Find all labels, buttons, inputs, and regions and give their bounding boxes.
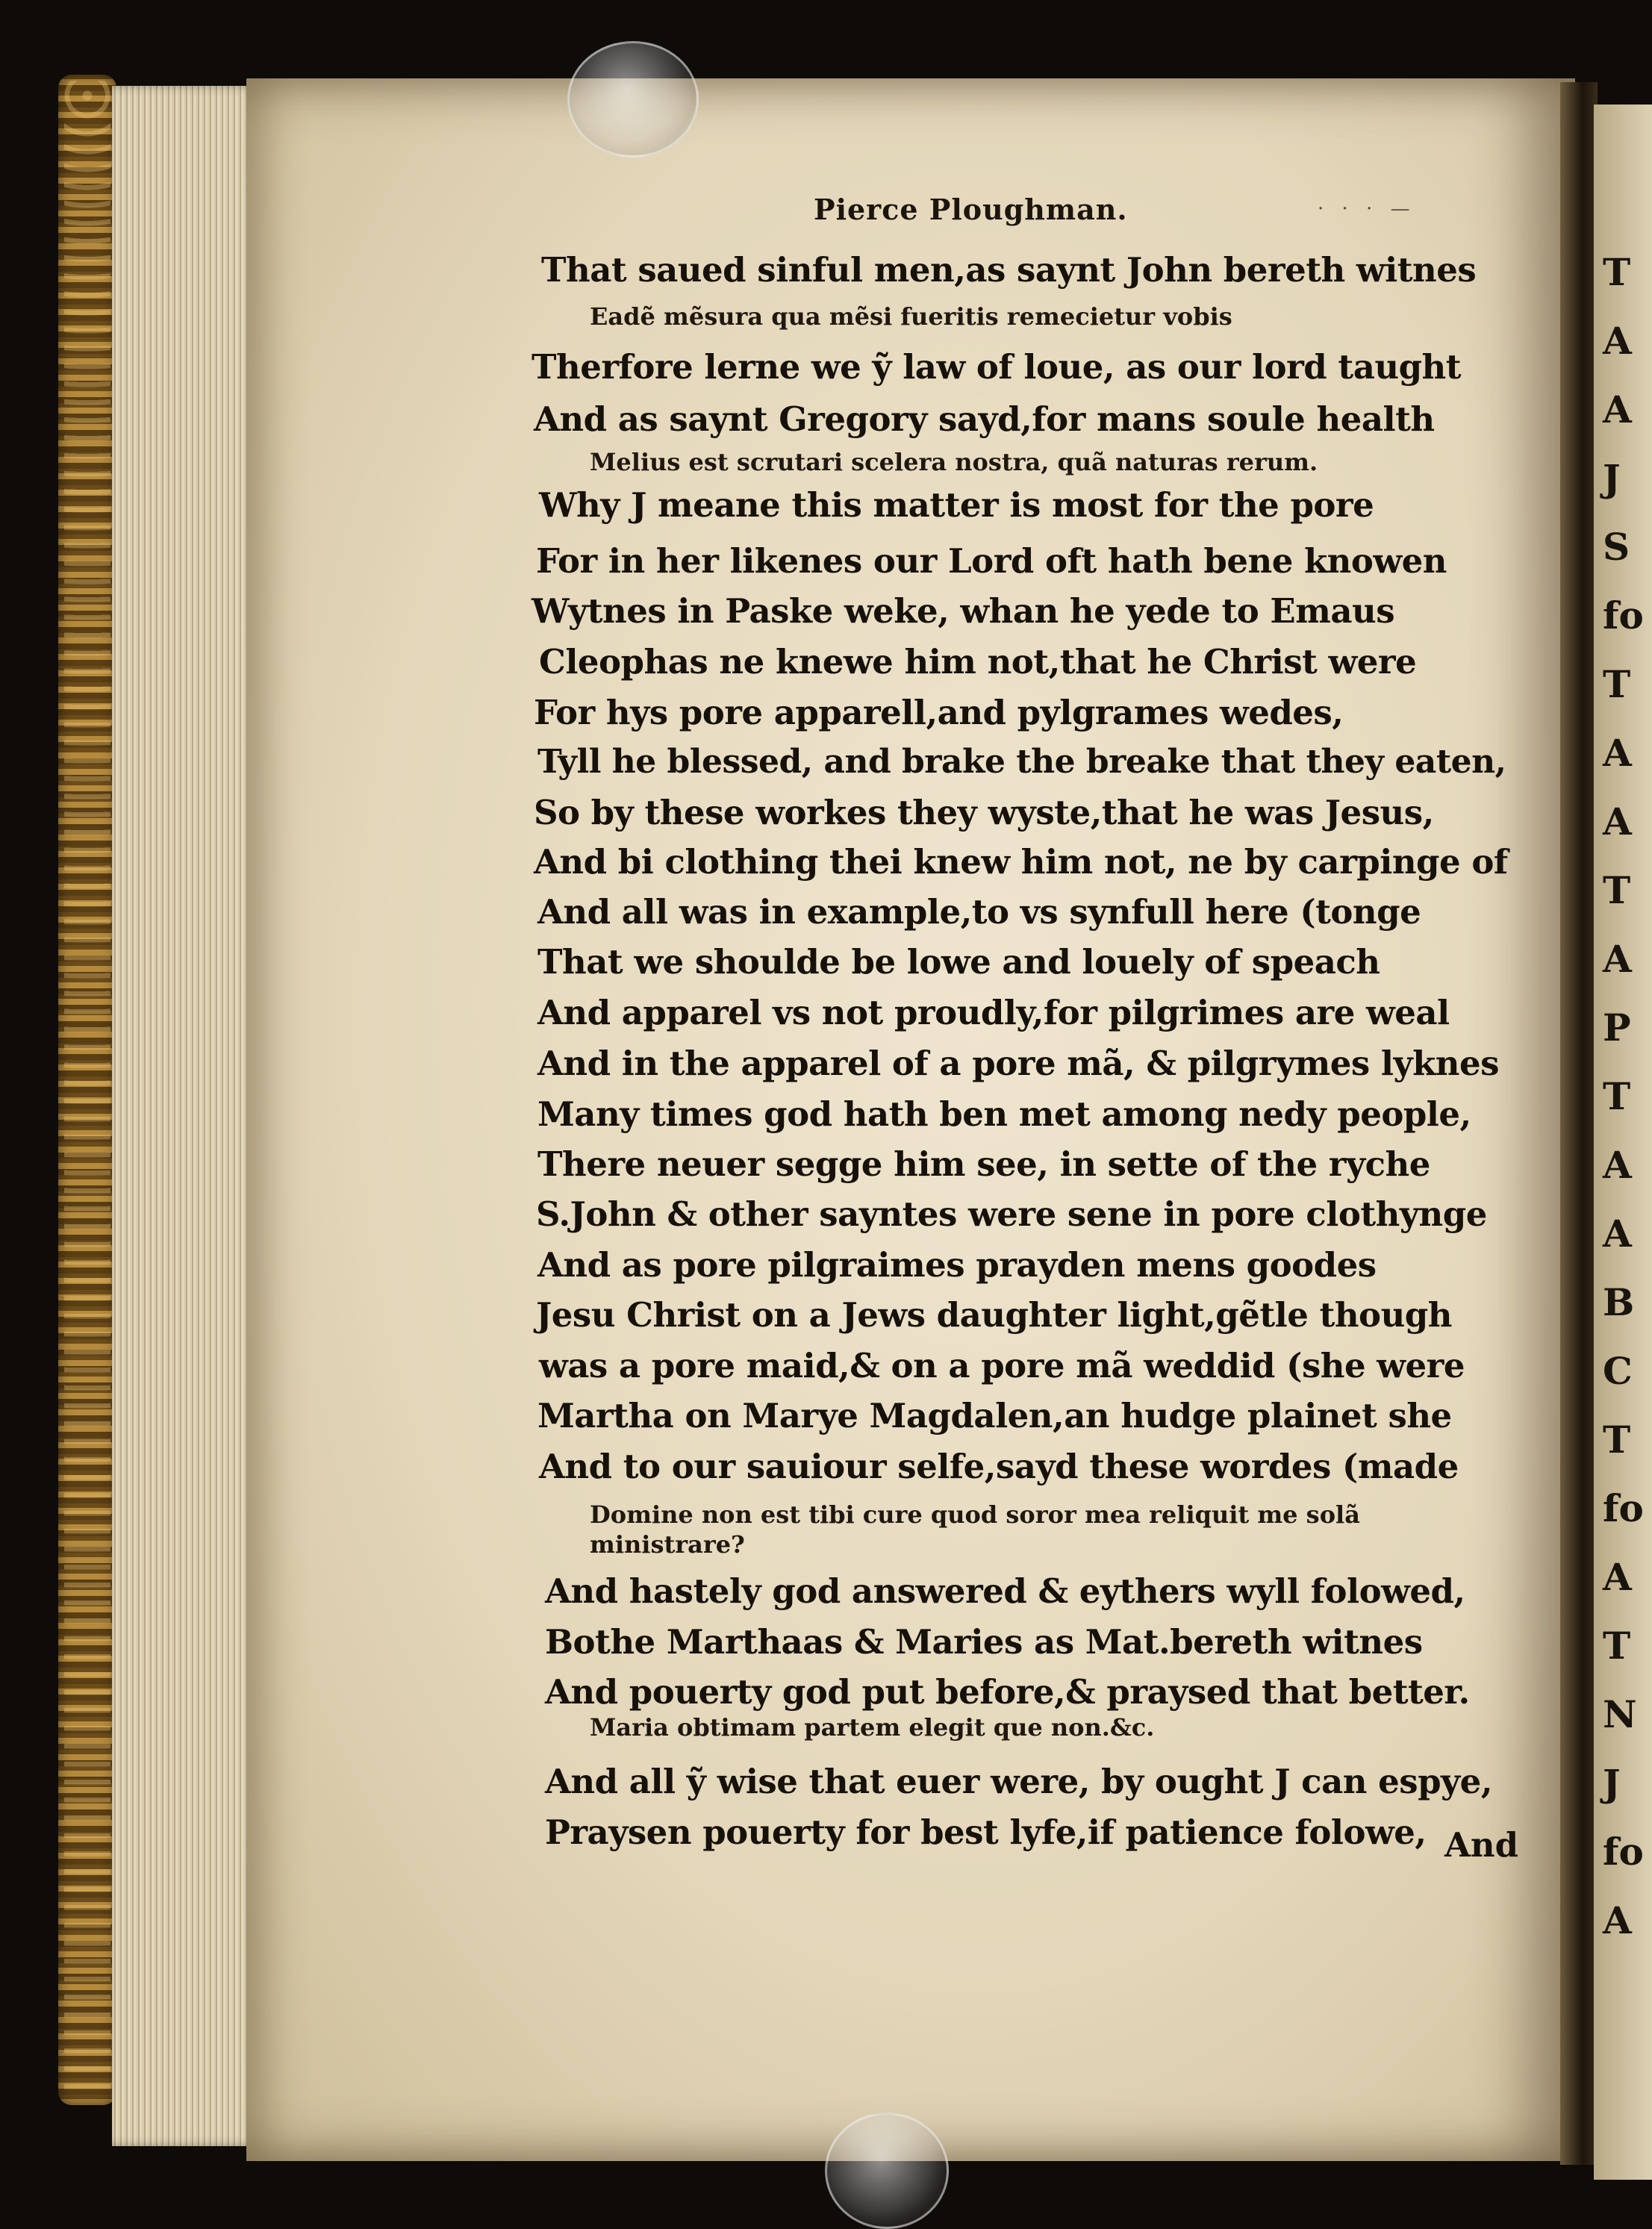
next-page-fragment: A xyxy=(1603,1555,1632,1599)
verse-line: That saued sinful men,as saynt John bereth witnes xyxy=(541,250,1477,290)
latin-quotation-line: Domine non est tibi cure quod soror mea reliquit me solã xyxy=(590,1500,1360,1529)
page-edges xyxy=(112,86,261,2146)
verse-line: Martha on Marye Magdalen,an hudge plainet she xyxy=(537,1396,1452,1435)
next-page-fragment: T xyxy=(1603,250,1631,294)
next-page-fragment: T xyxy=(1603,1624,1631,1668)
next-page-fragment: T xyxy=(1603,662,1631,706)
verse-line: Many times god hath ben met among nedy people, xyxy=(537,1094,1471,1134)
verse-line: Therfore lerne we ỹ law of loue, as our lord taught xyxy=(532,347,1462,387)
next-page-fragment: A xyxy=(1603,1143,1632,1187)
verse-line: Praysen pouerty for best lyfe,if patience folowe, xyxy=(545,1812,1427,1852)
latin-quotation-line: Eadẽ mẽsura qua mẽsi fueritis remecietur vobis xyxy=(590,302,1232,331)
glass-weight-top xyxy=(567,41,699,158)
verse-line: Cleophas ne knewe him not,that he Christ were xyxy=(539,642,1417,682)
verse-line: And as pore pilgraimes prayden mens goodes xyxy=(537,1245,1377,1285)
verse-line: So by these workes they wyste,that he was Jesus, xyxy=(534,793,1434,832)
next-page-sliver xyxy=(1594,105,1652,2180)
latin-quotation-line: Maria obtimam partem elegit que non.&c. xyxy=(590,1713,1155,1742)
latin-quotation-line: Melius est scrutari scelera nostra, quã naturas rerum. xyxy=(590,448,1318,476)
verse-line: And in the apparel of a pore mã, & pilgrymes lyknes xyxy=(537,1044,1499,1083)
next-page-fragment: A xyxy=(1603,319,1632,363)
verse-line: Tyll he blessed, and brake the breake that they eaten, xyxy=(537,743,1506,781)
next-page-fragment: T xyxy=(1603,1074,1631,1118)
verse-line: There neuer segge him see, in sette of the ryche xyxy=(537,1144,1430,1184)
verse-line: And pouerty god put before,& praysed that better. xyxy=(545,1672,1470,1712)
verse-line: S.John & other sayntes were sene in pore clothynge xyxy=(536,1194,1487,1234)
verse-line: And apparel vs not proudly,for pilgrimes are weal xyxy=(537,993,1450,1032)
catchword: And xyxy=(1444,1825,1519,1865)
next-page-fragment: T xyxy=(1603,1418,1631,1462)
verse-line: And to our sauiour selfe,sayd these wordes (made xyxy=(539,1447,1459,1486)
verse-line: For hys pore apparell,and pylgrames wedes, xyxy=(534,693,1344,732)
verse-line: And hastely god answered & eythers wyll folowed, xyxy=(545,1571,1465,1611)
header-rule xyxy=(1318,198,1504,208)
next-page-fragment: J xyxy=(1603,1761,1621,1805)
verse-line: And bi clothing thei knew him not, ne by carpinge of xyxy=(534,842,1508,882)
next-page-fragment: C xyxy=(1603,1349,1633,1393)
next-page-fragment: fo xyxy=(1603,1486,1644,1530)
next-page-fragment: A xyxy=(1603,937,1632,981)
verse-line: was a pore maid,& on a pore mã weddid (she were xyxy=(539,1346,1465,1385)
verse-line: And all was in example,to vs synfull here (tonge xyxy=(537,892,1421,932)
verse-line: Bothe Marthaas & Maries as Mat.bereth witnes xyxy=(545,1622,1423,1662)
verse-line: That we shoulde be lowe and louely of speach xyxy=(537,942,1380,982)
next-page-fragment: A xyxy=(1603,731,1632,775)
next-page-fragment: fo xyxy=(1603,1830,1644,1874)
next-page-fragment: fo xyxy=(1603,593,1644,637)
verse-line: Jesu Christ on a Jews daughter light,gẽtle though xyxy=(536,1295,1452,1335)
verse-line: Why J meane this matter is most for the pore xyxy=(539,485,1374,525)
verse-line: For in her likenes our Lord oft hath bene knowen xyxy=(536,541,1447,581)
verse-line: Wytnes in Paske weke, whan he yede to Emaus xyxy=(532,591,1395,631)
next-page-fragment: S xyxy=(1603,525,1630,569)
running-head: Pierce Ploughman. xyxy=(814,193,1128,226)
next-page-fragment: T xyxy=(1603,868,1631,912)
glass-weight-bottom xyxy=(825,2113,949,2229)
next-page-fragment: J xyxy=(1603,456,1621,500)
gutter xyxy=(1560,82,1598,2165)
book-spine xyxy=(58,75,116,2105)
next-page-fragment: P xyxy=(1603,1006,1631,1050)
latin-quotation-line: ministrare? xyxy=(590,1530,745,1559)
next-page-fragment: A xyxy=(1603,387,1632,431)
next-page-fragment: A xyxy=(1603,799,1632,844)
verse-line: And all ỹ wise that euer were, by ought J can espye, xyxy=(545,1762,1492,1801)
next-page-fragment: A xyxy=(1603,1212,1632,1256)
verse-line: And as saynt Gregory sayd,for mans soule health xyxy=(534,399,1435,439)
next-page-fragment: B xyxy=(1603,1280,1635,1324)
next-page-fragment: N xyxy=(1603,1692,1637,1736)
next-page-fragment: A xyxy=(1603,1898,1632,1942)
